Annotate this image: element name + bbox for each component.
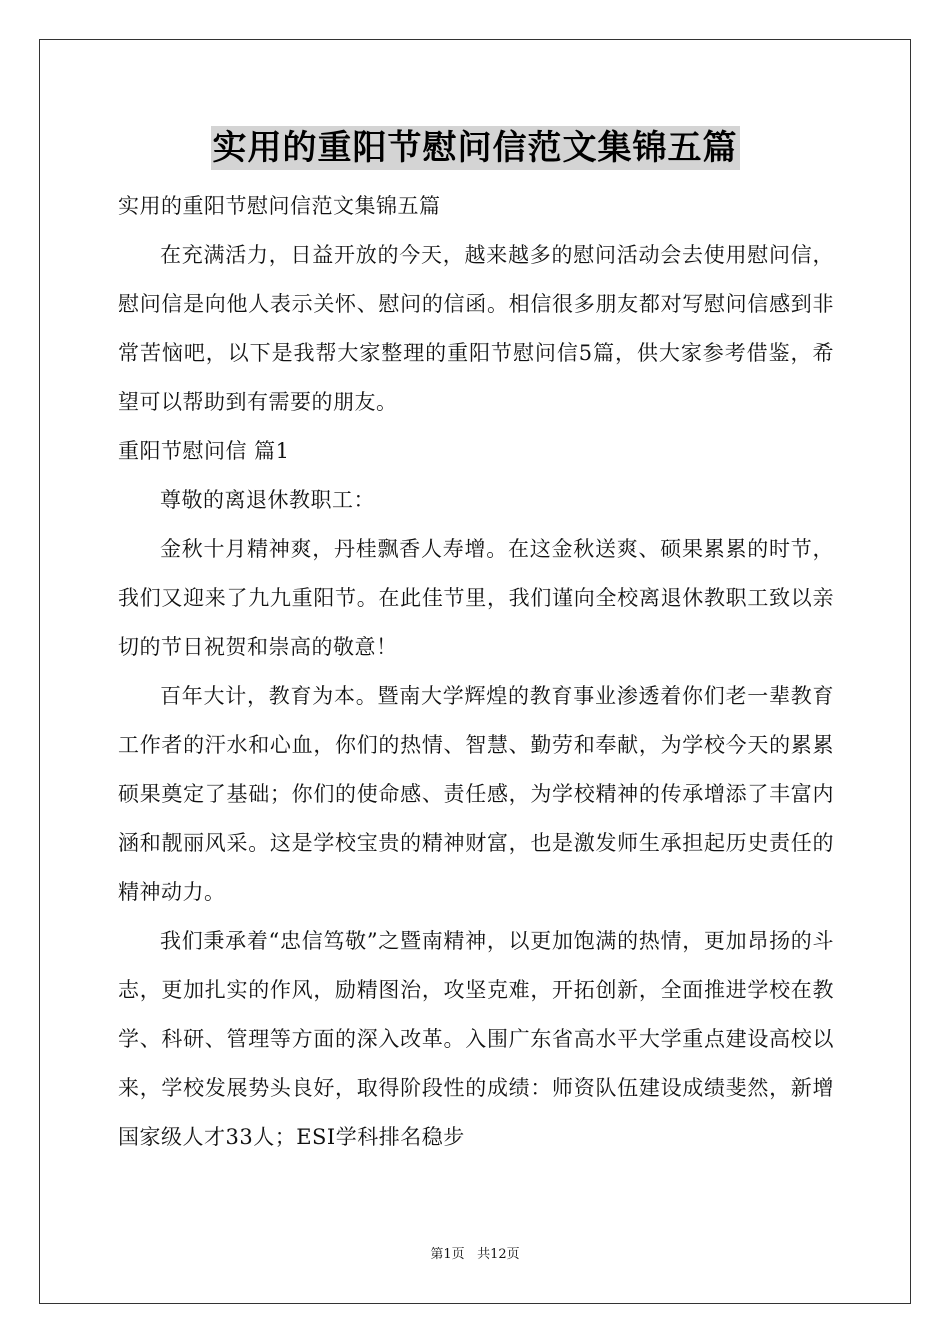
- document-title: 实用的重阳节慰问信范文集锦五篇: [212, 128, 738, 168]
- page-total: 共12页: [477, 1247, 520, 1262]
- paragraph-intro: 在充满活力，日益开放的今天，越来越多的慰问活动会去使用慰问信，慰问信是向他人表示关怀、慰问的信函。相信很多朋友都对写慰问信感到非常苦恼吧，以下是我帮大家整理的重阳节慰问信5篇，供大家参考借鉴，希望可以帮助到有需要的朋友。: [118, 243, 834, 414]
- paragraph-body: 我们秉承着“忠信笃敬”之暨南精神，以更加饱满的热情，更加昂扬的斗志，更加扎实的作风，励精图治，攻坚克难，开拓创新，全面推进学校在教学、科研、管理等方面的深入改革。入围广东省高水平大学重点建设高校以来，学校发展势头良好，取得阶段性的成绩：师资队伍建设成绩斐然，新增国家级人才33人；ESI学科排名稳步: [118, 929, 834, 1149]
- page-number: 第1页: [430, 1247, 465, 1262]
- paragraph-body: 金秋十月精神爽，丹桂飘香人寿增。在这金秋送爽、硕果累累的时节，我们又迎来了九九重阳节。在此佳节里，我们谨向全校离退休教职工致以亲切的节日祝贺和崇高的敬意！: [118, 537, 834, 659]
- paragraph-body: 百年大计，教育为本。暨南大学辉煌的教育事业渗透着你们老一辈教育工作者的汗水和心血，你们的热情、智慧、勤劳和奉献，为学校今天的累累硕果奠定了基础；你们的使命感、责任感，为学校精神的传承增添了丰富内涵和靓丽风采。这是学校宝贵的精神财富，也是激发师生承担起历史责任的精神动力。: [118, 684, 834, 904]
- paragraph-subtitle: 实用的重阳节慰问信范文集锦五篇: [118, 194, 441, 218]
- page-footer: [0, 1246, 950, 1264]
- document-body: [118, 182, 834, 1162]
- section-heading: 重阳节慰问信 篇1: [118, 439, 290, 463]
- title-container: [0, 126, 950, 170]
- paragraph-salutation: 尊敬的离退休教职工：: [160, 488, 375, 512]
